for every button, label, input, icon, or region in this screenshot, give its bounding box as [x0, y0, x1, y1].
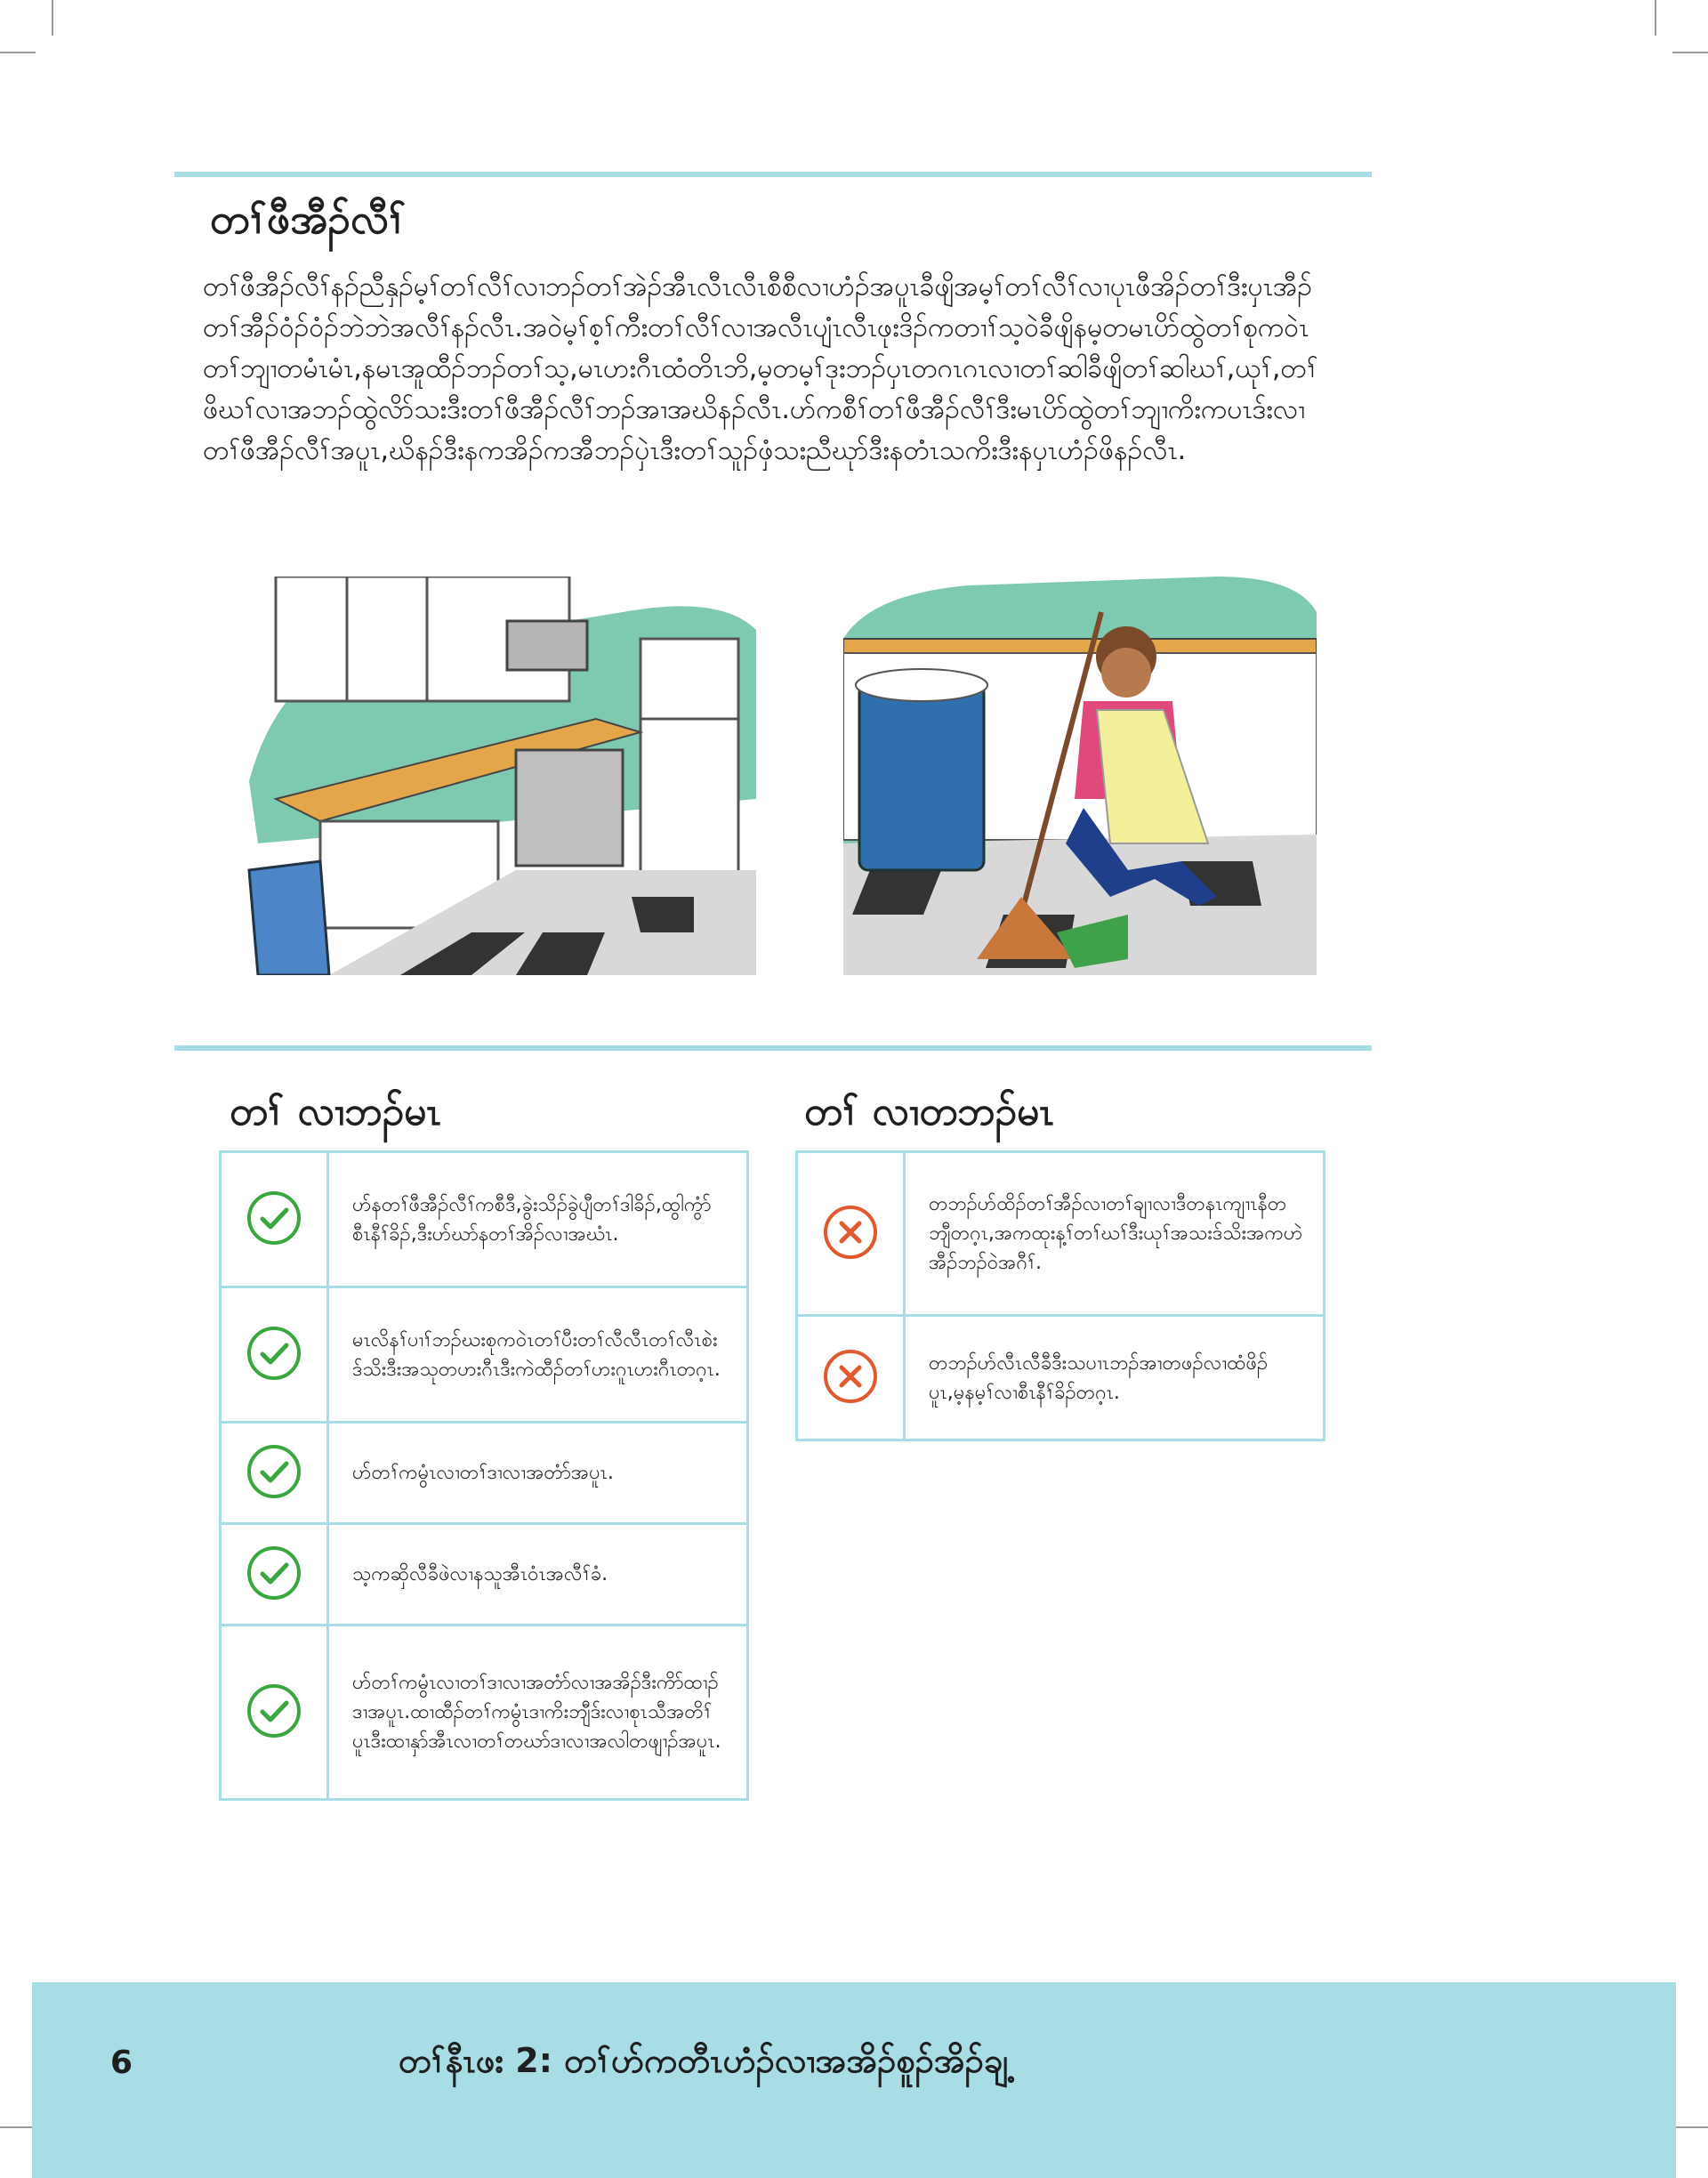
do-row [221, 1287, 748, 1423]
footer-title: တၢ်နီၤဖး 2: တၢ်ဟ်ကတီၤဟံၣ်လၢအအိၣ်စူၣ်အိၣ်ချ့ [399, 2041, 1009, 2080]
do-row [221, 1524, 748, 1625]
crop-mark [1672, 52, 1708, 53]
check-icon [246, 1325, 302, 1382]
cross-icon [822, 1204, 879, 1261]
page-number: 6 [110, 2045, 133, 2081]
crop-mark [1672, 2126, 1708, 2128]
do-item-text: သ့ကဆှိလီခီဖဲလၢနသူအီၤဝံၤအလီၢ်ခံ. [328, 1524, 748, 1625]
do-item-text: မၤလိနၢ်ပၢၢ်ဘၣ်ဃးစုကဝဲၤတၢ်ပီးတၢ်လီလီၤတၢ်လီၤစဲးဒ်သိးဒီးအသုတဟးဂီၤဒီးကဲထီၣ်တၢ်ဟးဂူၤဟးဂီၤတဂ့ၤ. [328, 1287, 748, 1423]
middle-rule [174, 1045, 1372, 1051]
dont-title: တၢ် လၢတဘၣ်မၤ [804, 1089, 1054, 1134]
do-row [221, 1423, 748, 1524]
check-icon [246, 1682, 302, 1739]
check-icon [246, 1443, 302, 1500]
kitchen-illustration [222, 577, 774, 975]
top-rule [174, 172, 1372, 177]
do-item-text: ဟ်တၢ်ကမွံၤလၢတၢ်ဒၢလၢအတံာ်အပူၤ. [328, 1423, 748, 1524]
dont-item-text: တဘၣ်ဟ်ထိၣ်တၢ်အီၣ်လၢတၢ်ချၢလၢဒီတနၤကျၢၤနီတဘျီတဂ့ၤ,အကထုးန့ၢ်တၢ်ဃၢ်ဒီးယုၢ်အသးဒ်သိးအကဟဲအီၣ်ဘၣ်ဝဲအဂီၢ်. [905, 1152, 1325, 1316]
crop-mark [1655, 0, 1656, 36]
dont-item-text: တဘၣ်ဟ်လီၤလီခီဒီးသပၢၤဘၣ်အၢတဖၣ်လၢထံဖိၣ်ပူၤ,မ့နမ့ၢ်လၢစီၤနီၢ်ခိၣ်တဂ့ၤ. [905, 1316, 1325, 1440]
do-item-text: ဟ်တၢ်ကမွံၤလၢတၢ်ဒၢလၢအတံာ်လၢအအိၣ်ဒီးကိာ်ထၢၣ်ဒၢအပူၤ.ထၢထီၣ်တၢ်ကမွံၤဒၢကိးဘျီဒ်းလၢစုၤသီအတိၢ်ပူၤဒီးထၢနှာ်အီၤလၢတၢ်တဃာ်ဒၢလၢအလါတဖျၢၣ်အပူၤ. [328, 1625, 748, 1800]
sweeping-illustration [843, 577, 1317, 975]
intro-paragraph: တၢ်ဖီအီၣ်လီၢ်နၣ်ညီနှၣ်မ့ၢ်တၢ်လီၢ်လၢဘၣ်တၢ်အဲၣ်အီၤလီၤလီၤစီစီလၢဟံၣ်အပူၤခီဖျိအမ့ၢ်တၢ်လီၢ်လၢပုၤဖီအိၣ်တၢ်ဒီးပှၤအီၣ်တၢ်အီၣ်ဝံၣ်ဝံၣ်ဘဲဘဲအလီၢ်နၣ်လီၤ.အဝဲမ့ၢ်စ့ၢ်ကီးတၢ်လီၢ်လၢအလီၤပျံၤလီၤဖုးဒိၣ်ကတၢၢ်သ့ဝဲခီဖျိနမ့တမၤပိာ်ထွဲတၢ်စုကဝဲၤတၢ်ဘျၢတမံၤမံၤ,နမၤအူထီၣ်ဘၣ်တၢ်သ့,မၤဟးဂီၤထံတိၤဘိ,မ့တမ့ၢ်ဒုးဘၣ်ပှၤတဂၤဂၤလၢတၢ်ဆါခီဖျိတၢ်ဆါဃၢ်,ယုၢ်,တၢ်ဖိဃၢ်လၢအဘၣ်ထွဲလိာ်သးဒီးတၢ်ဖီအီၣ်လီၢ်ဘၣ်အၢအဃိနၣ်လီၤ.ဟ်ကစီၢ်တၢ်ဖီအီၣ်လီၢ်ဒီးမၤပိာ်ထွဲတၢ်ဘျၢကိးကပၤဒ်းလၢတၢ်ဖီအီၣ်လီၢ်အပူၤ,ဃိနၣ်ဒီးနကအိၣ်ကအီဘၣ်ပှဲၤဒီးတၢ်သူၣ်ဖှံသးညီဃုာ်ဒီးနတံၤသကိးဒီးနပှၤဟံၣ်ဖိနၣ်လီၤ. [203, 271, 1318, 466]
do-title: တၢ် လၢဘၣ်မၤ [230, 1089, 441, 1134]
crop-mark [52, 0, 53, 36]
do-table [219, 1150, 749, 1801]
dont-row [797, 1152, 1325, 1316]
crop-mark [0, 52, 36, 53]
dont-row [797, 1316, 1325, 1440]
do-row [221, 1152, 748, 1287]
check-icon [246, 1545, 302, 1601]
check-icon [246, 1190, 302, 1246]
section-title: တၢ်ဖီအီၣ်လီၢ် [210, 195, 407, 243]
crop-mark [0, 2126, 36, 2128]
do-row [221, 1625, 748, 1800]
dont-table [795, 1150, 1325, 1441]
do-item-text: ဟ်နတၢ်ဖီအီၣ်လီၢ်ကစီဒီ,ခွဲးသိၣ်ခွဲပျီတၢ်ဒါခိၣ်,ထွါကွံာ်စီၤနီၢ်ခိၣ်,ဒီးဟ်ဃာ်နတၢ်အိၣ်လၢအဃံၤ. [328, 1152, 748, 1287]
cross-icon [822, 1348, 879, 1405]
